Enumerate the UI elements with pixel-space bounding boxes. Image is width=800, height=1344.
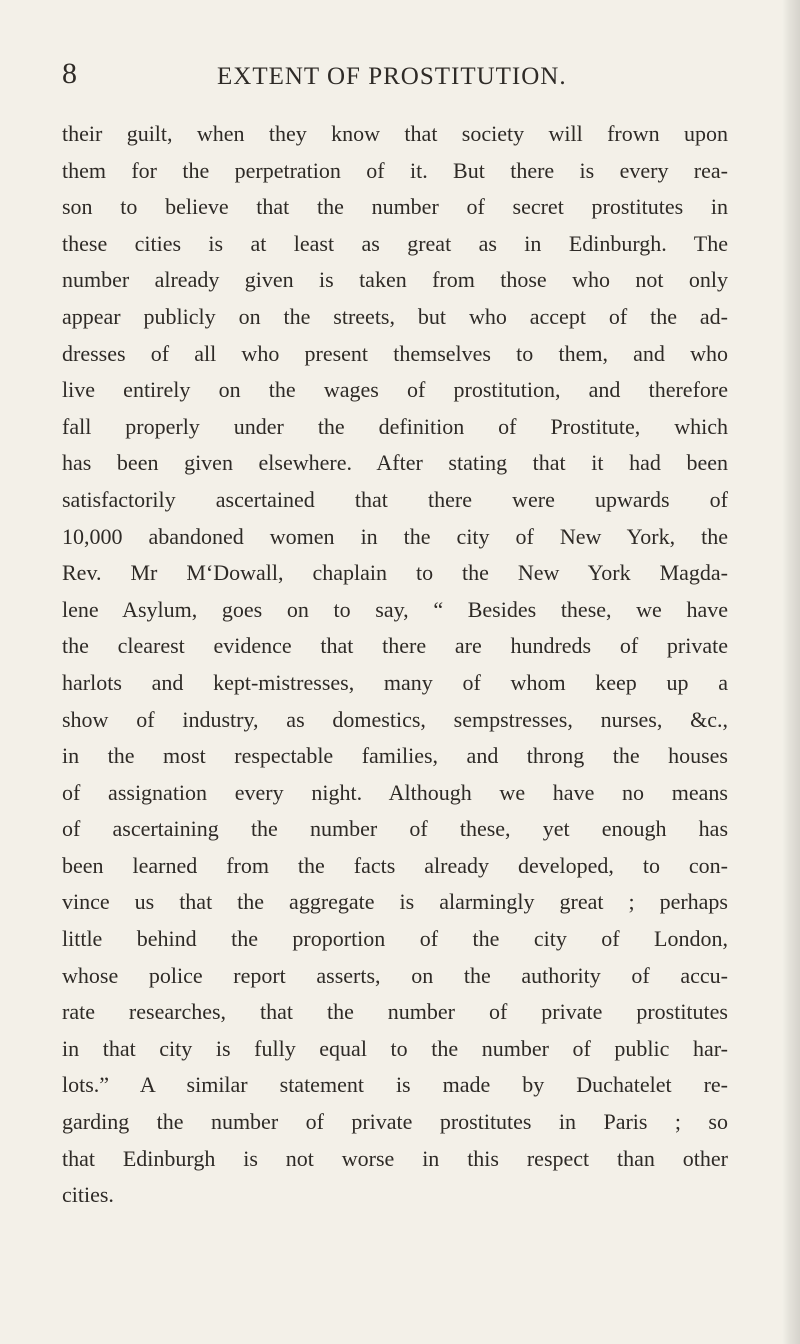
text-line: vince us that the aggregate is alarmingly great ; perhaps [62,889,728,915]
text-line: the clearest evidence that there are hundreds of private [62,633,728,659]
text-line: 10,000 abandoned women in the city of New York, the [62,523,728,549]
text-line: son to believe that the number of secret prostitutes in [62,194,728,220]
text-line: of ascertaining the number of these, yet enough has [62,816,728,842]
text-line: these cities is at least as great as in Edinburgh. The [62,230,728,256]
text-line: in that city is fully equal to the number of public har- [62,1035,728,1061]
text-line: lene Asylum, goes on to say, “ Besides these, we have [62,596,728,622]
text-line: lots.” A similar statement is made by Duchatelet re- [62,1072,728,1098]
text-line: little behind the proportion of the city of London, [62,926,728,952]
page-header [62,58,722,98]
text-line: appear publicly on the streets, but who accept of the ad- [62,303,728,329]
text-line: garding the number of private prostitutes in Paris ; so [62,1109,728,1135]
text-line: been learned from the facts already developed, to con- [62,852,728,878]
running-head: EXTENT OF PROSTITUTION. [217,63,567,90]
text-line: dresses of all who present themselves to them, and who [62,340,728,366]
body-text [62,116,728,1214]
text-line: them for the perpetration of it. But there is every rea- [62,157,728,183]
text-line: Rev. Mr M‘Dowall, chaplain to the New York Magda- [62,560,728,586]
text-line: harlots and kept-mistresses, many of whom keep up a [62,669,728,695]
page-edge-shadow [782,0,800,1344]
text-line: of assignation every night. Although we have no means [62,779,728,805]
text-line: their guilt, when they know that society will frown upon [62,121,728,146]
page-number: 8 [62,57,77,90]
text-line: rate researches, that the number of private prostitutes [62,999,728,1025]
text-line: show of industry, as domestics, sempstresses, nurses, &c., [62,706,728,732]
text-line: whose police report asserts, on the authority of accu- [62,962,728,988]
text-line: satisfactorily ascertained that there were upwards of [62,486,728,512]
text-line: live entirely on the wages of prostitution, and therefore [62,377,728,403]
text-line: has been given elsewhere. After stating that it had been [62,450,728,476]
text-line: number already given is taken from those who not only [62,267,728,293]
text-line-last: cities. [62,1182,114,1208]
text-line: in the most respectable families, and throng the houses [62,743,728,769]
text-line: that Edinburgh is not worse in this respect than other [62,1145,728,1171]
text-line: fall properly under the definition of Prostitute, which [62,413,728,439]
